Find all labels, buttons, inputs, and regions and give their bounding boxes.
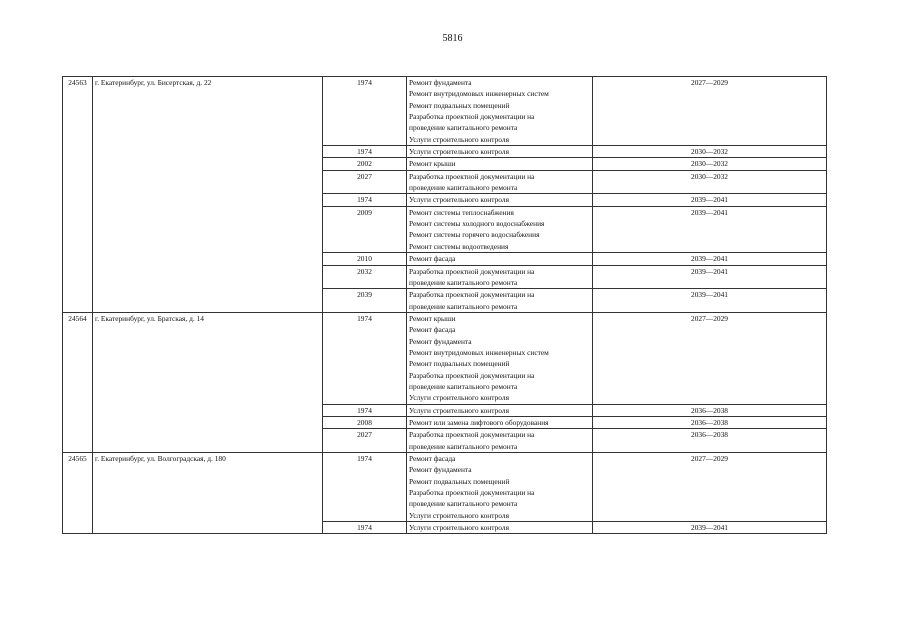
- work-types: [407, 206, 593, 252]
- work-item: Ремонт подвальных помещений: [409, 100, 510, 110]
- work-item: Услуги строительного контроля: [409, 134, 509, 144]
- commissioning-year: 1974: [323, 77, 407, 146]
- work-item: Ремонт фундамента: [409, 78, 472, 87]
- planned-period: 2039—2041: [593, 206, 827, 252]
- work-types: [407, 312, 593, 404]
- building-id: 24565: [63, 453, 93, 534]
- work-item: Услуги строительного контроля: [409, 147, 509, 157]
- planned-period: 2039—2041: [593, 522, 827, 534]
- work-item: Ремонт крыши: [409, 159, 456, 169]
- work-item: Услуги строительного контроля: [409, 405, 509, 415]
- work-item: Разработка проектной документации на: [409, 370, 535, 380]
- work-item: Ремонт системы теплоснабжения: [409, 207, 514, 217]
- work-item: Ремонт фундамента: [409, 465, 472, 475]
- commissioning-year: 1974: [323, 194, 407, 206]
- planned-period: 2036—2038: [593, 416, 827, 428]
- repair-schedule-table: [62, 76, 827, 534]
- planned-period: 2030—2032: [593, 146, 827, 158]
- planned-period: 2036—2038: [593, 429, 827, 453]
- work-types: [407, 170, 593, 194]
- work-types: [407, 253, 593, 265]
- work-item: Ремонт фасада: [409, 454, 456, 463]
- work-types: [407, 146, 593, 158]
- commissioning-year: 2002: [323, 158, 407, 170]
- work-item: Ремонт крыши: [409, 313, 456, 323]
- work-item: Ремонт системы горячего водоснабжения: [409, 230, 540, 240]
- commissioning-year: 2027: [323, 170, 407, 194]
- work-types: [407, 158, 593, 170]
- work-types: [407, 77, 593, 146]
- work-item: Разработка проектной документации на: [409, 112, 535, 122]
- building-address: г. Екатеринбург, ул. Братская, д. 14: [93, 312, 323, 452]
- commissioning-year: 2008: [323, 416, 407, 428]
- planned-period: 2030—2032: [593, 170, 827, 194]
- planned-period: 2039—2041: [593, 289, 827, 313]
- planned-period: 2030—2032: [593, 158, 827, 170]
- building-id: 24564: [63, 312, 93, 452]
- work-item: Ремонт системы водоотведения: [409, 241, 509, 251]
- work-types: [407, 194, 593, 206]
- commissioning-year: 2009: [323, 206, 407, 252]
- work-types: [407, 289, 593, 313]
- work-item: Ремонт фундамента: [409, 336, 472, 346]
- commissioning-year: 2039: [323, 289, 407, 313]
- table-row: [63, 453, 827, 522]
- work-item: Ремонт фасада: [409, 325, 456, 335]
- planned-period: 2027—2029: [593, 77, 827, 146]
- work-item: Разработка проектной документации на: [409, 171, 535, 181]
- work-item: Услуги строительного контроля: [409, 393, 509, 403]
- table-row: [63, 312, 827, 404]
- commissioning-year: 1974: [323, 312, 407, 404]
- work-item: Разработка проектной документации на: [409, 430, 535, 440]
- commissioning-year: 1974: [323, 453, 407, 522]
- building-address: г. Екатеринбург, ул. Волгоградская, д. 180: [93, 453, 323, 534]
- work-item: проведение капитального ремонта: [409, 301, 518, 311]
- work-types: [407, 453, 593, 522]
- work-item: проведение капитального ремонта: [409, 277, 518, 287]
- work-item: Ремонт подвальных помещений: [409, 359, 510, 369]
- work-item: Ремонт фасада: [409, 254, 456, 264]
- planned-period: 2027—2029: [593, 312, 827, 404]
- work-types: [407, 265, 593, 289]
- building-id: 24563: [63, 77, 93, 313]
- work-item: проведение капитального ремонта: [409, 499, 518, 509]
- work-item: Ремонт или замена лифтового оборудования: [409, 417, 549, 427]
- work-item: проведение капитального ремонта: [409, 381, 518, 391]
- commissioning-year: 1974: [323, 522, 407, 534]
- table-row: [63, 77, 827, 146]
- work-item: Услуги строительного контроля: [409, 195, 509, 205]
- work-item: Разработка проектной документации на: [409, 266, 535, 276]
- work-types: [407, 522, 593, 534]
- planned-period: 2027—2029: [593, 453, 827, 522]
- commissioning-year: 1974: [323, 404, 407, 416]
- work-item: Разработка проектной документации на: [409, 290, 535, 300]
- planned-period: 2039—2041: [593, 253, 827, 265]
- work-types: [407, 429, 593, 453]
- planned-period: 2039—2041: [593, 194, 827, 206]
- planned-period: 2036—2038: [593, 404, 827, 416]
- commissioning-year: 1974: [323, 146, 407, 158]
- planned-period: 2039—2041: [593, 265, 827, 289]
- work-item: Ремонт внутридомовых инженерных систем: [409, 347, 549, 357]
- work-types: [407, 404, 593, 416]
- commissioning-year: 2010: [323, 253, 407, 265]
- work-item: Ремонт подвальных помещений: [409, 476, 510, 486]
- work-types: [407, 416, 593, 428]
- work-item: проведение капитального ремонта: [409, 183, 518, 193]
- work-item: проведение капитального ремонта: [409, 123, 518, 133]
- work-item: Услуги строительного контроля: [409, 510, 509, 520]
- work-item: Разработка проектной документации на: [409, 488, 535, 498]
- work-item: Услуги строительного контроля: [409, 523, 509, 533]
- work-item: проведение капитального ремонта: [409, 441, 518, 451]
- work-item: Ремонт внутридомовых инженерных систем: [409, 89, 549, 99]
- building-address: г. Екатеринбург, ул. Бисертская, д. 22: [93, 77, 323, 313]
- page-number: 5816: [442, 33, 463, 44]
- work-item: Ремонт системы холодного водоснабжения: [409, 219, 545, 229]
- commissioning-year: 2032: [323, 265, 407, 289]
- commissioning-year: 2027: [323, 429, 407, 453]
